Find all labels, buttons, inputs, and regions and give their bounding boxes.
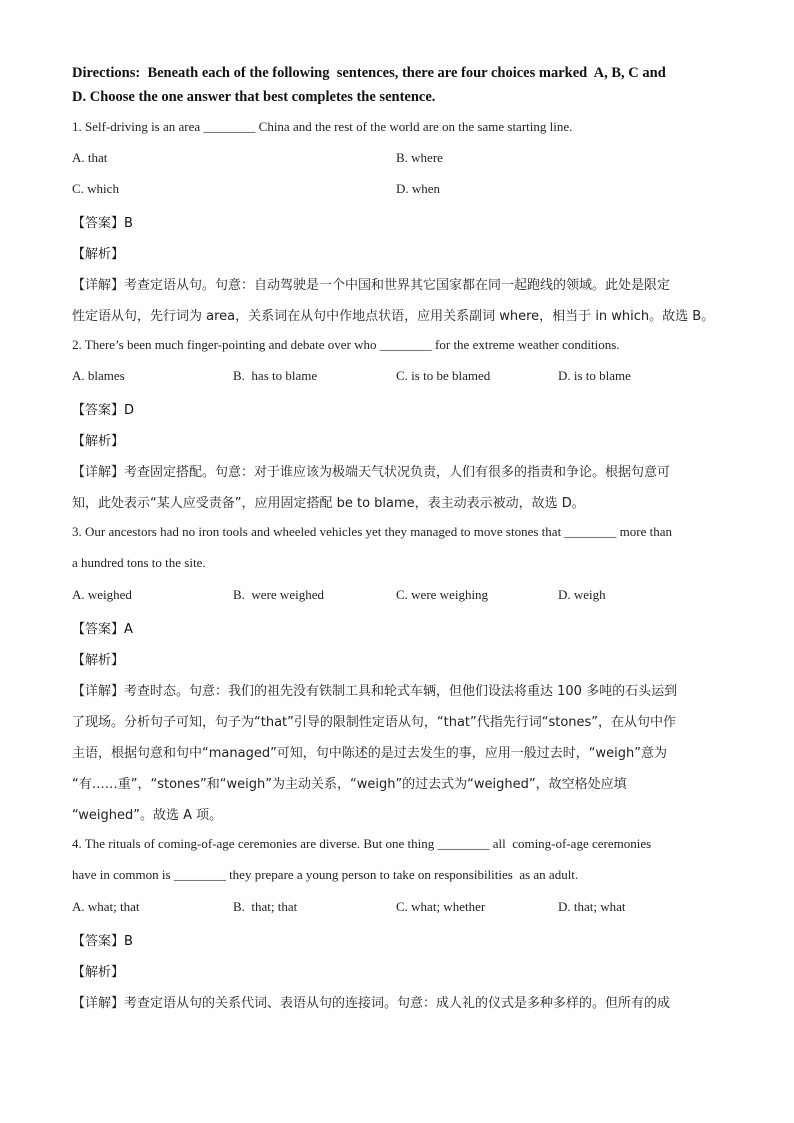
q3-answer: 【答案】A xyxy=(72,622,133,637)
q4-option-d: D. that; what xyxy=(558,899,626,914)
q3-detail-line-3: 主语，根据句意和句中“managed”可知，句中陈述的是过去发生的事，应用一般过去时，“weigh”意为 xyxy=(72,746,668,761)
q4-stem-line-2: have in common is ________ they prepare a young person to take on responsibilities as an adult. xyxy=(72,867,579,882)
q4-detail-line-1: 【详解】考查定语从句的关系代词、表语从句的连接词。句意：成人礼的仪式是多种多样的。但所有的成 xyxy=(72,996,671,1011)
q3-option-a: A. weighed xyxy=(72,587,132,602)
q1-option-c: C. which xyxy=(72,181,119,196)
q1-option-b: B. where xyxy=(396,150,443,165)
q2-detail-line-2: 知，此处表示“某人应受责备”，应用固定搭配 be to blame，表主动表示被动，故选 D。 xyxy=(72,496,585,511)
q3-stem-line-1: 3. Our ancestors had no iron tools and wheeled vehicles yet they managed to move stones that ________ more than xyxy=(72,524,673,539)
q1-stem: 1. Self-driving is an area ________ China and the rest of the world are on the same starting line. xyxy=(72,119,573,134)
q4-stem-line-1: 4. The rituals of coming-of-age ceremonies are diverse. But one thing ________ all coming-of-age ceremonies xyxy=(72,836,652,851)
q3-option-b: B. were weighed xyxy=(233,587,324,602)
q3-analysis-label: 【解析】 xyxy=(72,653,125,668)
q3-detail-line-4: “有……重”，“stones”和“weigh”为主动关系，“weigh”的过去式为“weighed”，故空格处应填 xyxy=(72,777,627,792)
q2-answer: 【答案】D xyxy=(72,403,135,418)
directions-line-1: Directions: Beneath each of the following sentences, there are four choices marked A, B, C and xyxy=(72,65,666,81)
q1-answer: 【答案】B xyxy=(72,216,133,231)
directions-line-2: D. Choose the one answer that best completes the sentence. xyxy=(72,89,436,105)
q2-option-c: C. is to be blamed xyxy=(396,368,491,383)
q2-option-d: D. is to blame xyxy=(558,368,631,383)
q3-detail-line-1: 【详解】考查时态。句意：我们的祖先没有铁制工具和轮式车辆，但他们设法将重达 100 多吨的石头运到 xyxy=(72,684,678,699)
q3-stem-line-2: a hundred tons to the site. xyxy=(72,555,206,570)
q2-option-b: B. has to blame xyxy=(233,368,318,383)
q2-detail-line-1: 【详解】考查固定搭配。句意：对于谁应该为极端天气状况负责，人们有很多的指责和争论。根据句意可 xyxy=(72,465,671,480)
q1-detail-line-1: 【详解】考查定语从句。句意：自动驾驶是一个中国和世界其它国家都在同一起跑线的领域。此处是限定 xyxy=(72,278,671,293)
q4-option-b: B. that; that xyxy=(233,899,298,914)
q4-option-a: A. what; that xyxy=(72,899,140,914)
q2-stem: 2. There’s been much finger-pointing and debate over who ________ for the extreme weather conditions. xyxy=(72,337,620,352)
q3-detail-line-5: “weighed”。故选 A 项。 xyxy=(72,808,223,823)
q2-analysis-label: 【解析】 xyxy=(72,434,125,449)
q4-analysis-label: 【解析】 xyxy=(72,965,125,980)
q2-option-a: A. blames xyxy=(72,368,125,383)
q3-option-c: C. were weighing xyxy=(396,587,489,602)
q3-option-d: D. weigh xyxy=(558,587,606,602)
q3-detail-line-2: 了现场。分析句子可知，句子为“that”引导的限制性定语从句，“that”代指先行词“stones”，在从句中作 xyxy=(72,715,677,730)
q1-detail-line-2: 性定语从句，先行词为 area，关系词在从句中作地点状语，应用关系副词 where，相当于 in which。故选 B。 xyxy=(72,309,715,324)
q1-option-d: D. when xyxy=(396,181,441,196)
q1-analysis-label: 【解析】 xyxy=(72,247,125,262)
q1-option-a: A. that xyxy=(72,150,108,165)
q4-option-c: C. what; whether xyxy=(396,899,486,914)
q4-answer: 【答案】B xyxy=(72,934,133,949)
